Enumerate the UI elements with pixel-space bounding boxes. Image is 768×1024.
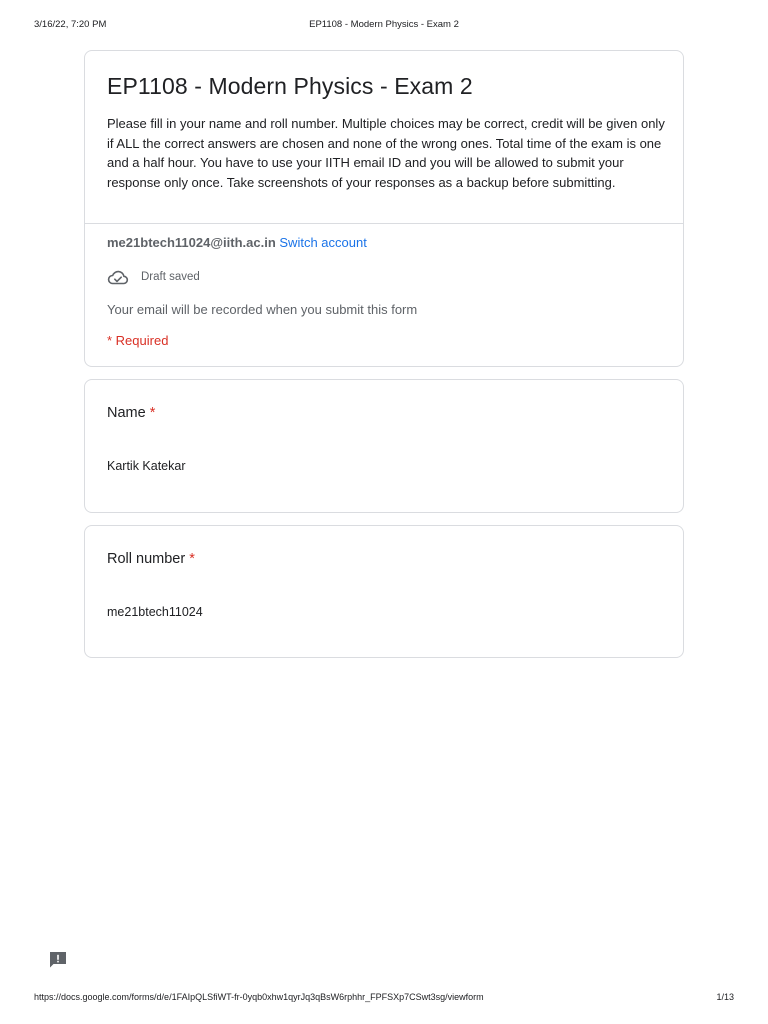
required-notice: * Required: [107, 333, 169, 348]
print-title: EP1108 - Modern Physics - Exam 2: [309, 19, 459, 30]
question-label: Roll number: [107, 551, 186, 567]
print-datetime: 3/16/22, 7:20 PM: [34, 19, 107, 30]
form-title: EP1108 - Modern Physics - Exam 2: [107, 73, 473, 99]
print-header: [34, 19, 734, 31]
question-card-roll-number: [84, 525, 684, 658]
question-title-name: [107, 405, 155, 421]
print-footer: [34, 992, 734, 1004]
required-asterisk: *: [189, 551, 195, 567]
header-divider: [85, 223, 683, 224]
required-asterisk: *: [149, 405, 156, 421]
draft-status-text: Draft saved: [141, 271, 200, 283]
form-description: Please fill in your name and roll number. Multiple choices may be correct, credit will be given only if ALL the correct answers are chosen and none of the wrong ones. Total time of the exam is one and a half hour. You have to use your IITH email ID and you will be allowed to submit your response only once. Take screenshots of your responses as a backup before submitting.: [107, 116, 665, 190]
question-label: Name: [107, 405, 146, 421]
form-header-card: [84, 50, 684, 367]
question-title-roll-number: [107, 551, 195, 567]
email-notice: Your email will be recorded when you submit this form: [107, 302, 418, 317]
question-card-name: [84, 379, 684, 513]
print-url: https://docs.google.com/forms/d/e/1FAIpQLSfiWT-fr-0yqb0xhw1qyrJq3qBsW6rphhr_FPFSXp7CSwt3sg/viewform: [34, 992, 484, 1002]
switch-account-link[interactable]: Switch account: [279, 235, 367, 250]
roll-number-answer[interactable]: me21btech11024: [107, 605, 203, 619]
account-line: [107, 235, 367, 250]
account-email: me21btech11024@iith.ac.in: [107, 235, 276, 250]
print-page-number: 1/13: [716, 992, 734, 1002]
report-feedback-icon[interactable]: [48, 950, 68, 970]
cloud-saved-icon: [107, 269, 129, 287]
name-answer[interactable]: Kartik Katekar: [107, 459, 186, 473]
